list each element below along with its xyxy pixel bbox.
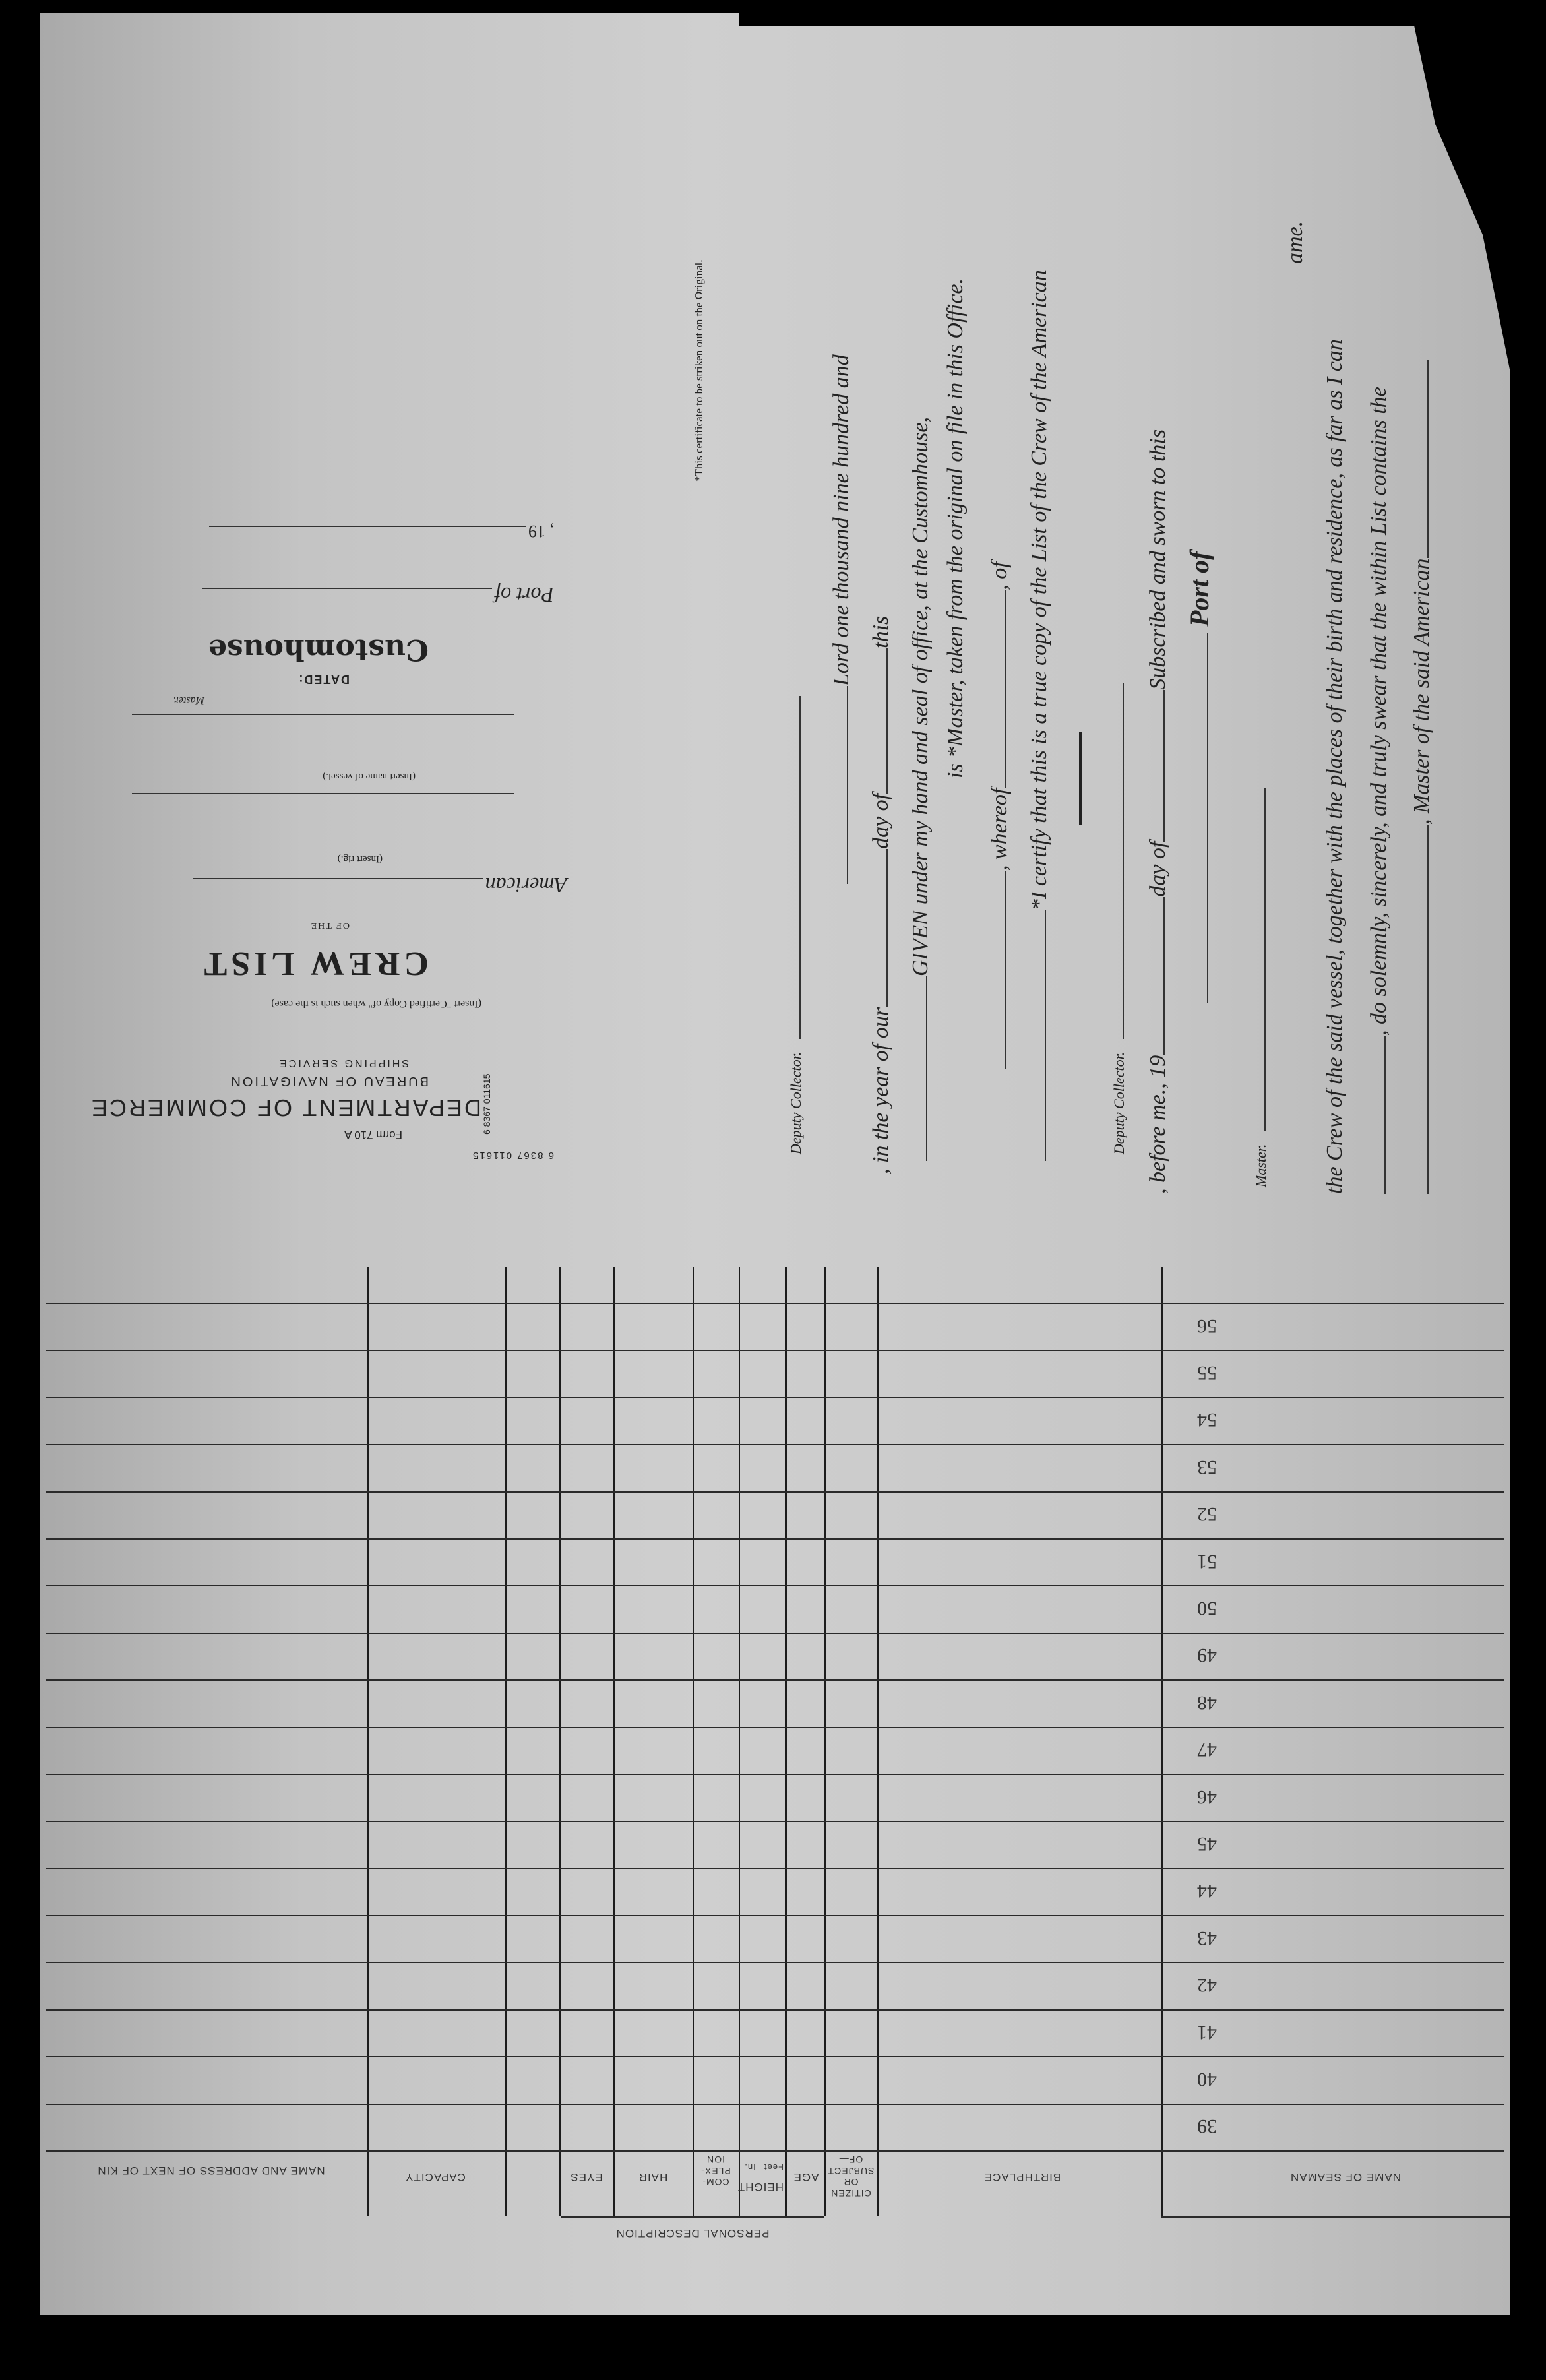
col-line <box>693 1267 694 2216</box>
crew-list-title: CREW LIST <box>200 945 429 982</box>
row-number: 40 <box>1197 2068 1217 2090</box>
year-label: , 19 <box>528 522 554 541</box>
row-number: 49 <box>1197 1644 1217 1667</box>
row-number: 43 <box>1197 1927 1217 1949</box>
header-inches: In. <box>744 2162 756 2172</box>
row-line <box>46 2056 1504 2057</box>
row-number: 48 <box>1197 1691 1217 1714</box>
header-birthplace: BIRTHPLACE <box>983 2171 1061 2183</box>
american-label: American <box>485 873 567 897</box>
header-personal-description: PERSONAL DESCRIPTION <box>615 2227 770 2239</box>
oath-line-1: , Master of the said American <box>1405 360 1435 1194</box>
port-of-label: Port of <box>495 583 554 607</box>
header-eyes: EYES <box>570 2171 603 2183</box>
row-line <box>46 1774 1504 1775</box>
service-title: SHIPPING SERVICE <box>278 1057 409 1069</box>
col-line <box>824 1267 826 2216</box>
of-the-label: OF THE <box>309 920 350 930</box>
port-blank <box>202 588 492 600</box>
col-line <box>613 1267 615 2216</box>
insert-vessel: (Insert name of vessel.) <box>323 771 416 782</box>
col-line <box>559 1267 561 2216</box>
header-age: AGE <box>793 2171 819 2183</box>
bureau-title: BUREAU OF NAVIGATION <box>229 1074 429 1088</box>
crew-table <box>40 1267 1510 2256</box>
header-name-of-seaman: NAME OF SEAMAN <box>1290 2171 1401 2183</box>
row-number: 55 <box>1197 1362 1217 1385</box>
print-code: 6 8367 011615 <box>481 1073 492 1135</box>
row-number: 56 <box>1197 1315 1217 1337</box>
oath-line-4: ame. <box>1283 220 1307 264</box>
row-line <box>46 1821 1504 1822</box>
master-label: Master. <box>173 695 204 706</box>
row-line <box>46 1397 1504 1398</box>
insert-rig: (Insert rig.) <box>337 854 383 864</box>
cover-panel <box>66 132 567 1161</box>
header-next-of-kin: NAME AND ADDRESS OF NEXT OF KIN <box>97 2164 325 2177</box>
year-field <box>158 521 554 541</box>
certificate-given: GIVEN under my hand and seal of office, at the Customhouse, <box>904 417 933 1161</box>
row-line <box>46 1679 1504 1681</box>
row-line <box>46 1538 1504 1540</box>
row-number: 45 <box>1197 1832 1217 1855</box>
row-number: 46 <box>1197 1786 1217 1808</box>
certificate-footnote: *This certificate to be striken out on the Original. <box>693 259 705 482</box>
row-number: 53 <box>1197 1456 1217 1478</box>
row-number: 42 <box>1197 1974 1217 1997</box>
oath-port-of: Port of <box>1181 551 1215 1003</box>
row-number: 52 <box>1197 1503 1217 1526</box>
header-citizen: CITIZEN OR SUBJECT OF— <box>827 2154 875 2199</box>
row-number: 51 <box>1197 1550 1217 1573</box>
certificate-line-whereof: , whereof, of <box>983 561 1012 1069</box>
row-line <box>46 1633 1504 1634</box>
row-number: 47 <box>1197 1739 1217 1761</box>
row-number: 39 <box>1197 2115 1217 2138</box>
header-height: HEIGHT <box>737 2181 784 2193</box>
col-line <box>367 1267 369 2216</box>
col-line <box>505 1267 507 2216</box>
port-of-field <box>158 582 554 607</box>
rig-blank <box>193 878 483 890</box>
rig-field <box>171 873 567 897</box>
col-line <box>877 1267 879 2216</box>
document-page <box>40 13 1510 2315</box>
header-hair: HAIR <box>638 2171 668 2183</box>
dated-label: DATED: <box>297 673 350 686</box>
row-line <box>46 1444 1504 1445</box>
print-code: 6 8367 011615 <box>472 1150 554 1161</box>
year-blank <box>209 526 526 538</box>
vessel-blank <box>132 793 514 805</box>
oath-subscribed: , before me., 19day ofSubscribed and sworn to this <box>1141 429 1171 1194</box>
master-blank <box>132 714 514 726</box>
certificate-this-day: , in the year of ourday ofthis <box>864 616 894 1174</box>
oath-line-3: the Crew of the said vessel, together with the places of their birth and residence, as far as I can <box>1322 339 1347 1194</box>
row-line <box>46 1303 1504 1304</box>
department-title: DEPARTMENT OF COMMERCE <box>89 1094 481 1121</box>
oath-line-2: , do solemnly, sincerely, and truly swear that the within List contains the <box>1362 387 1392 1194</box>
row-number: 50 <box>1197 1598 1217 1620</box>
certificate-lord: Lord one thousand nine hundred and <box>824 354 854 884</box>
row-line <box>46 2104 1504 2105</box>
row-line <box>46 2009 1504 2011</box>
row-number: 54 <box>1197 1409 1217 1431</box>
certificate-line-1: *I certify that this is a true copy of the List of the Crew of the American <box>1022 270 1052 1161</box>
row-number: 41 <box>1197 2021 1217 2044</box>
row-line <box>46 2150 1504 2152</box>
certificate-deputy-collector: Deputy Collector. <box>785 696 805 1154</box>
table-bottom-line <box>1161 2216 1510 2218</box>
header-feet: Feet <box>763 2162 784 2172</box>
col-line <box>785 1267 787 2216</box>
row-line <box>46 1915 1504 1916</box>
oath-master-signature: Master. <box>1250 788 1270 1187</box>
header-capacity: CAPACITY <box>405 2171 466 2183</box>
row-line <box>46 1962 1504 1963</box>
row-line <box>46 1350 1504 1351</box>
row-line <box>46 1585 1504 1586</box>
oath-deputy-collector: Deputy Collector. <box>1108 683 1128 1154</box>
col-line <box>739 1267 740 2216</box>
insert-note: (Insert "Certified Copy of" when such is the case) <box>271 998 481 1009</box>
row-line <box>46 1727 1504 1728</box>
col-line <box>1161 1267 1163 2216</box>
header-complexion: COM-PLEX-ION <box>700 2154 731 2187</box>
form-code: Form 710 A <box>344 1129 402 1141</box>
certificate-line-2: is *Master, taken from the original on file in this Office. <box>943 278 968 778</box>
row-line <box>46 1868 1504 1869</box>
header-line <box>561 2216 824 2218</box>
row-number: 44 <box>1197 1880 1217 1902</box>
row-line <box>46 1491 1504 1493</box>
customhouse-label: Customhouse <box>208 633 429 666</box>
section-divider <box>1079 732 1082 825</box>
